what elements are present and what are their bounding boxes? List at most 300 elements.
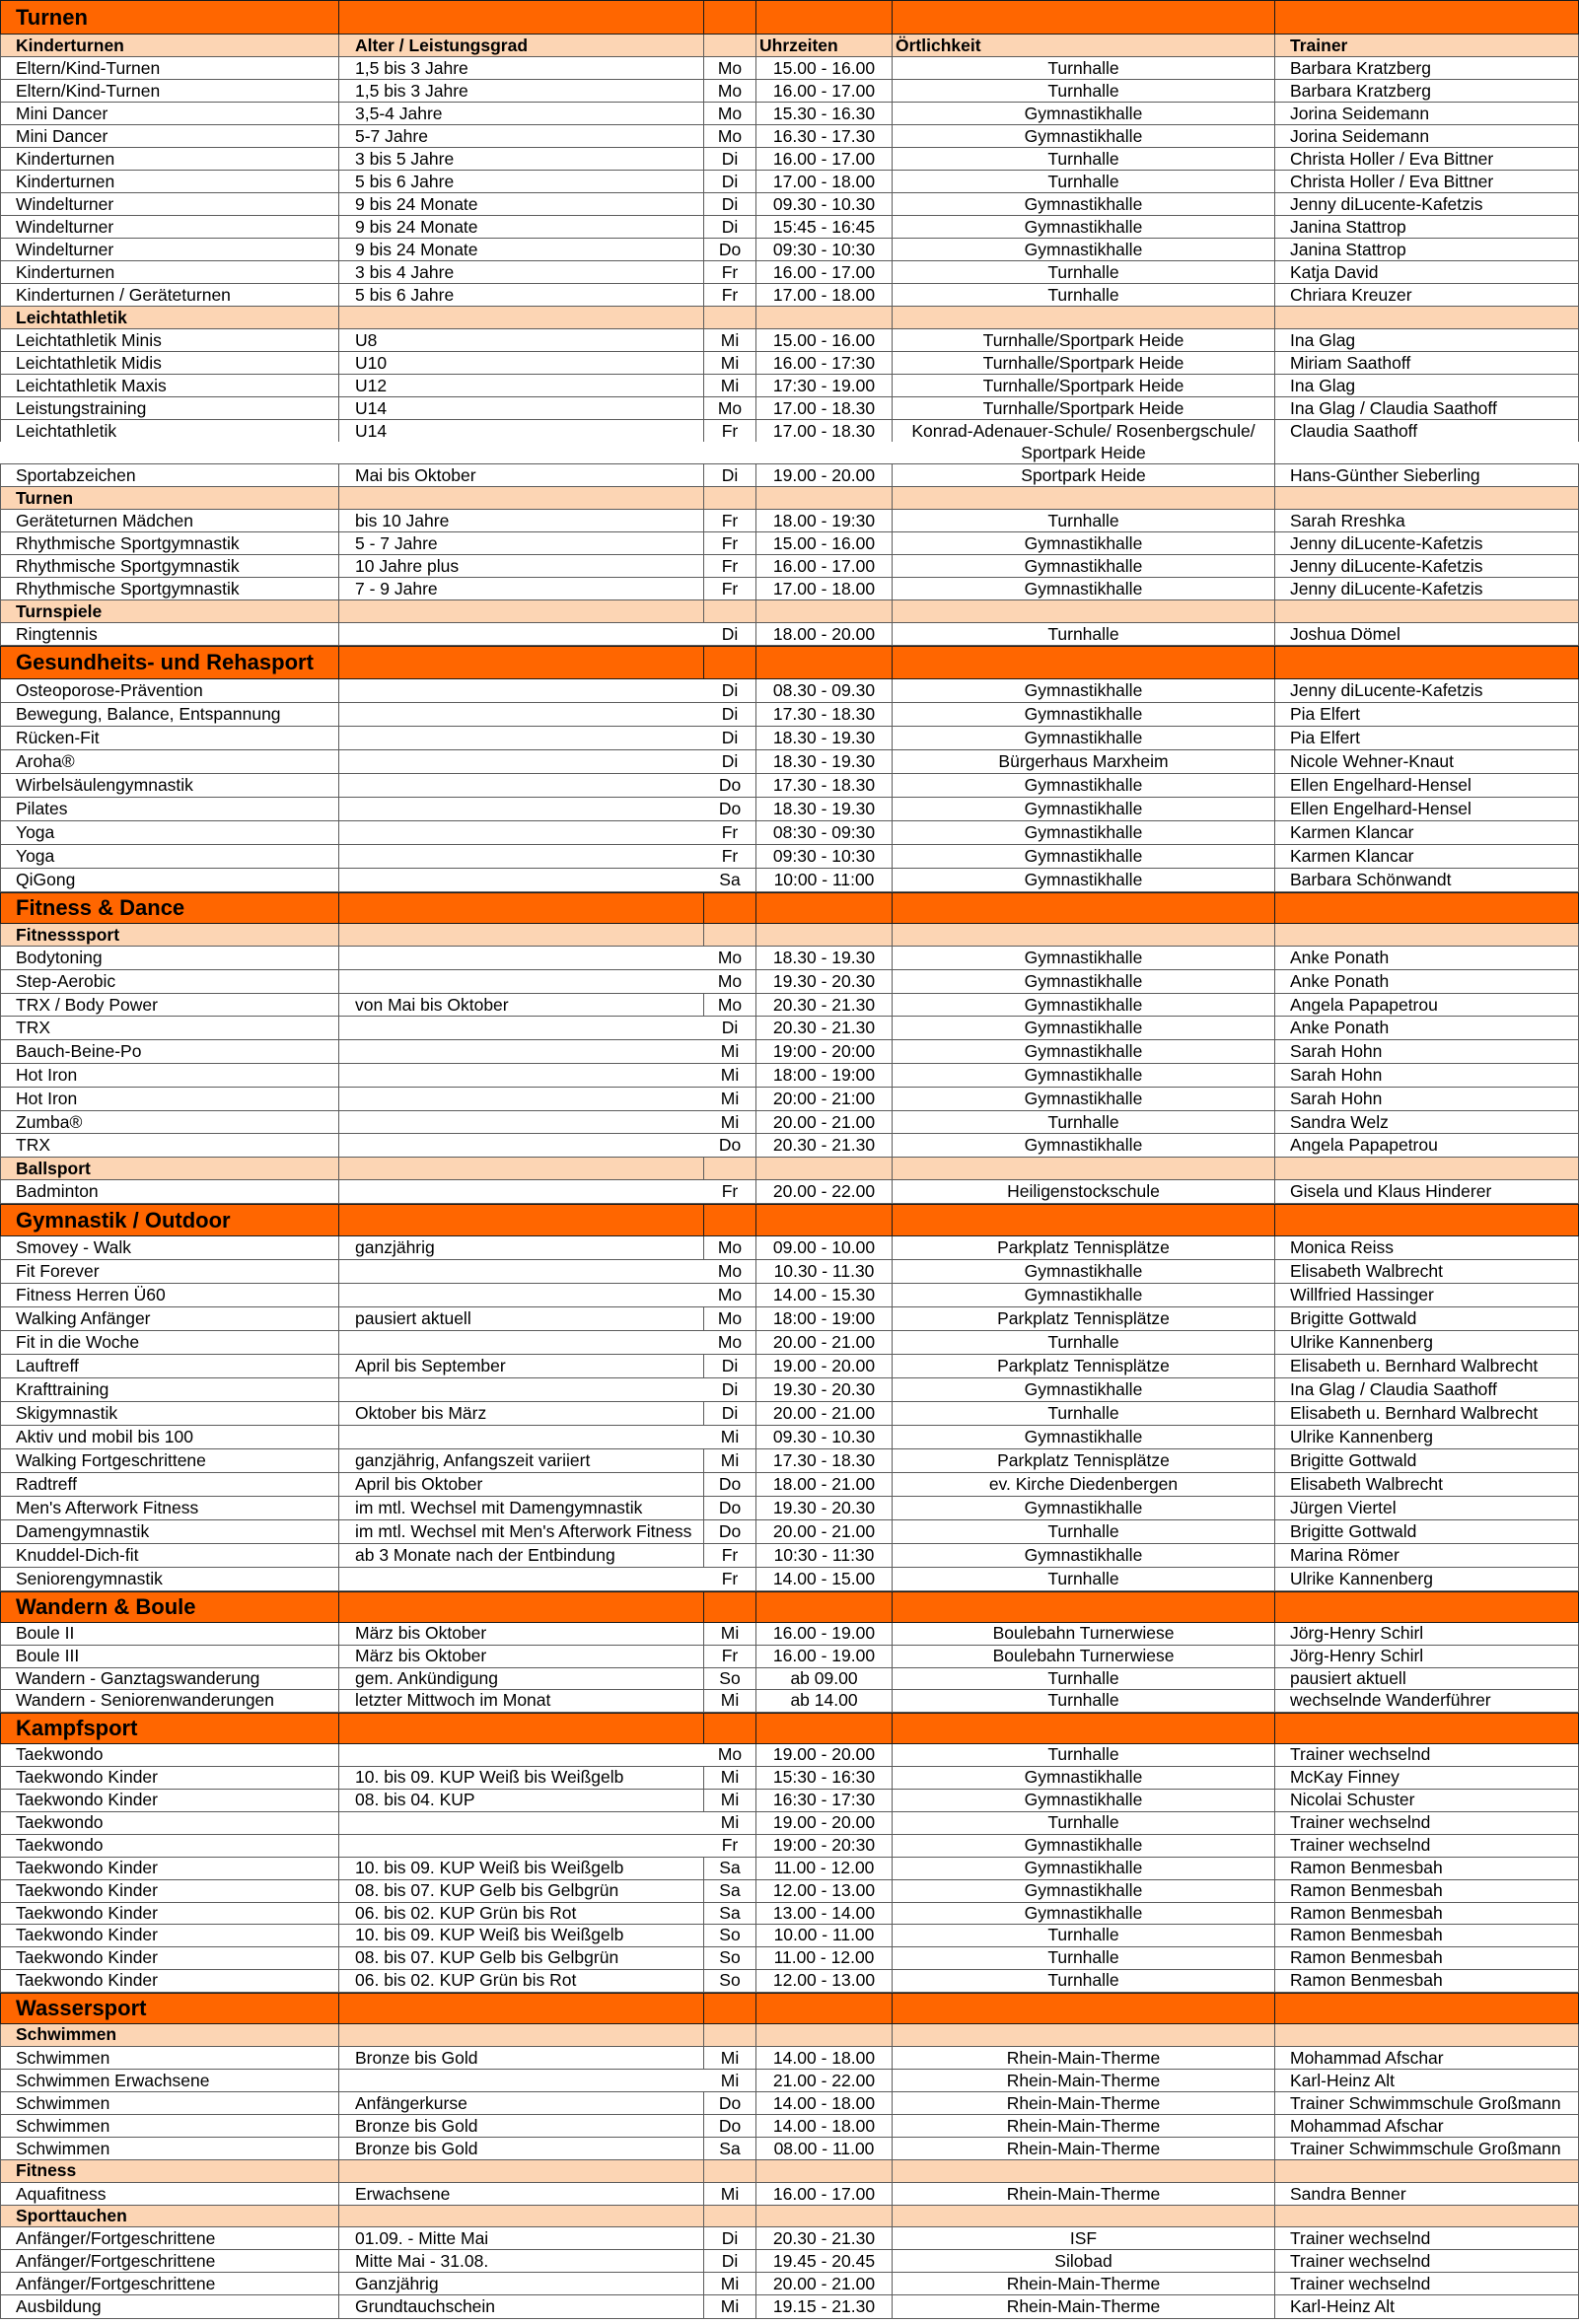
schedule-row xyxy=(0,2250,1579,2273)
group-header-cell xyxy=(704,600,756,622)
age-cell: pausiert aktuell xyxy=(339,1307,704,1330)
time-cell: 14.00 - 18.00 xyxy=(756,2115,893,2137)
trainer-cell: Jenny diLucente-Kafetzis xyxy=(1275,679,1579,702)
group-header-cell xyxy=(339,924,704,946)
trainer-cell: Karmen Klancar xyxy=(1275,821,1579,844)
age-cell: 9 bis 24 Monate xyxy=(339,193,704,215)
day-cell: Do xyxy=(704,1473,756,1496)
trainer-cell: Pia Elfert xyxy=(1275,703,1579,726)
schedule-row xyxy=(0,1497,1579,1520)
trainer-cell: Trainer Schwimmschule Großmann xyxy=(1275,2092,1579,2114)
activity-cell: Anfänger/Fortgeschrittene xyxy=(0,2227,339,2249)
location-cell: Gymnastikhalle xyxy=(893,1497,1275,1519)
activity-cell: Geräteturnen Mädchen xyxy=(0,510,339,531)
activity-cell: QiGong xyxy=(0,869,339,891)
schedule-row xyxy=(0,2047,1579,2070)
location-cell: Turnhalle xyxy=(893,171,1275,192)
trainer-cell: Brigitte Gottwald xyxy=(1275,1520,1579,1543)
day-cell: Mi xyxy=(704,2183,756,2205)
time-cell: 20.00 - 21.00 xyxy=(756,1402,893,1425)
section-header-cell xyxy=(339,893,704,923)
activity-cell: Yoga xyxy=(0,845,339,868)
group-header-cell xyxy=(756,1158,893,1179)
day-cell: Fr xyxy=(704,420,756,442)
section-header-cell xyxy=(704,1,756,34)
group-header-cell xyxy=(339,2206,704,2227)
group-header-cell xyxy=(339,2160,704,2182)
time-cell: 14.00 - 18.00 xyxy=(756,2092,893,2114)
day-cell: Mo xyxy=(704,1744,756,1766)
day-cell: Fr xyxy=(704,845,756,868)
day-cell: Di xyxy=(704,679,756,702)
time-cell: 17.00 - 18.00 xyxy=(756,284,893,306)
trainer-cell: Elisabeth Walbrecht xyxy=(1275,1473,1579,1496)
location-cell: Gymnastikhalle xyxy=(893,1064,1275,1087)
day-cell: Mi xyxy=(704,2047,756,2069)
section-header xyxy=(0,0,1579,35)
section-header-cell xyxy=(893,893,1275,923)
trainer-cell: Miriam Saathoff xyxy=(1275,352,1579,374)
location-cell: ev. Kirche Diedenbergen xyxy=(893,1473,1275,1496)
day-cell: Fr xyxy=(704,1646,756,1667)
time-cell: 20.30 - 21.30 xyxy=(756,1134,893,1157)
location-cell: Turnhalle xyxy=(893,1690,1275,1712)
age-cell: 01.09. - Mitte Mai xyxy=(339,2227,704,2249)
section-header-cell xyxy=(756,647,893,678)
activity-cell: TRX xyxy=(0,1134,339,1157)
activity-cell: Schwimmen xyxy=(0,2138,339,2159)
schedule-row xyxy=(0,1767,1579,1790)
time-cell: 17:30 - 19.00 xyxy=(756,375,893,396)
trainer-cell: Elisabeth u. Bernhard Walbrecht xyxy=(1275,1355,1579,1377)
schedule-row xyxy=(0,1668,1579,1691)
group-header-cell xyxy=(1275,2160,1579,2182)
age-cell: von Mai bis Oktober xyxy=(339,994,704,1017)
age-cell: ab 3 Monate nach der Entbindung xyxy=(339,1544,704,1567)
schedule-row xyxy=(0,1970,1579,1993)
section-wandern-boule xyxy=(0,1591,1579,1713)
activity-cell: Taekwondo Kinder xyxy=(0,1880,339,1902)
location-cell: Rhein-Main-Therme xyxy=(893,2138,1275,2159)
time-cell: 20:00 - 21:00 xyxy=(756,1088,893,1110)
section-header-cell xyxy=(339,1,704,34)
day-cell: Di xyxy=(704,464,756,486)
section-header xyxy=(0,892,1579,924)
age-cell: Bronze bis Gold xyxy=(339,2115,704,2137)
schedule-row xyxy=(0,1520,1579,1544)
day-cell: Di xyxy=(704,750,756,773)
trainer-cell: Joshua Dömel xyxy=(1275,623,1579,645)
day-cell: Fr xyxy=(704,1835,756,1857)
schedule-row xyxy=(0,1134,1579,1158)
trainer-cell: Sandra Benner xyxy=(1275,2183,1579,2205)
section-header-cell xyxy=(893,1994,1275,2023)
schedule-row xyxy=(0,1088,1579,1111)
day-cell: Fr xyxy=(704,578,756,599)
section-header xyxy=(0,1591,1579,1623)
location-cell: Rhein-Main-Therme xyxy=(893,2183,1275,2205)
column-header-trainer: Trainer xyxy=(1275,35,1579,56)
schedule-row xyxy=(0,1426,1579,1449)
schedule-row xyxy=(0,1947,1579,1970)
activity-cell: Windelturner xyxy=(0,216,339,238)
age-cell: Oktober bis März xyxy=(339,1402,704,1425)
section-title: Wandern & Boule xyxy=(0,1592,339,1622)
group-header-cell xyxy=(704,2024,756,2046)
time-cell: 20.30 - 21.30 xyxy=(756,1017,893,1039)
time-cell: 15.00 - 16.00 xyxy=(756,57,893,79)
trainer-cell: Nicole Wehner-Knaut xyxy=(1275,750,1579,773)
age-cell: bis 10 Jahre xyxy=(339,510,704,531)
schedule-row xyxy=(0,1646,1579,1668)
trainer-cell: Chriara Kreuzer xyxy=(1275,284,1579,306)
time-cell: 20.00 - 21.00 xyxy=(756,1520,893,1543)
location-cell: Rhein-Main-Therme xyxy=(893,2092,1275,2114)
schedule-row xyxy=(0,1064,1579,1088)
group-header-cell xyxy=(1275,487,1579,509)
section-kampfsport xyxy=(0,1713,1579,1993)
location-cell: Gymnastikhalle xyxy=(893,1017,1275,1039)
time-cell: 16.00 - 17.00 xyxy=(756,148,893,170)
section-title: Kampfsport xyxy=(0,1714,339,1743)
age-cell: 3,5-4 Jahre xyxy=(339,103,704,124)
location-cell: Gymnastikhalle xyxy=(893,216,1275,238)
location-cell: Rhein-Main-Therme xyxy=(893,2047,1275,2069)
activity-cell: Kinderturnen xyxy=(0,171,339,192)
trainer-cell: Jenny diLucente-Kafetzis xyxy=(1275,578,1579,599)
trainer-cell: Karl-Heinz Alt xyxy=(1275,2070,1579,2091)
day-cell: Fr xyxy=(704,510,756,531)
activity-cell: Windelturner xyxy=(0,193,339,215)
location-cell: Gymnastikhalle xyxy=(893,239,1275,260)
schedule-row xyxy=(0,727,1579,750)
schedule-row xyxy=(0,703,1579,727)
section-fitness-dance xyxy=(0,892,1579,1204)
group-title: Fitness xyxy=(0,2160,339,2182)
group-header-cell xyxy=(339,1158,704,1179)
schedule-row xyxy=(0,1378,1579,1402)
time-cell: 09.30 - 10.30 xyxy=(756,1426,893,1448)
schedule-row xyxy=(0,329,1579,352)
group-header-cell xyxy=(704,2160,756,2182)
group-header-cell xyxy=(704,35,756,56)
group-header-cell xyxy=(1275,307,1579,328)
day-cell: Mi xyxy=(704,1111,756,1134)
time-cell: 17.30 - 18.30 xyxy=(756,1449,893,1472)
day-cell: Fr xyxy=(704,555,756,577)
group-header-cell xyxy=(339,600,704,622)
group-title: Ballsport xyxy=(0,1158,339,1179)
activity-cell: Taekwondo Kinder xyxy=(0,1858,339,1879)
trainer-cell: Mohammad Afschar xyxy=(1275,2047,1579,2069)
schedule-row xyxy=(0,2183,1579,2206)
activity-cell: Smovey - Walk xyxy=(0,1236,339,1259)
group-title: Turnen xyxy=(0,487,339,509)
time-cell: 19.00 - 20.00 xyxy=(756,1744,893,1766)
activity-cell: Boule III xyxy=(0,1646,339,1667)
activity-cell: Schwimmen xyxy=(0,2092,339,2114)
time-cell: 18.30 - 19.30 xyxy=(756,947,893,969)
day-cell: Mo xyxy=(704,1236,756,1259)
time-cell: 10.00 - 11.00 xyxy=(756,1925,893,1946)
location-cell: Turnhalle/Sportpark Heide xyxy=(893,352,1275,374)
activity-cell: Fit Forever xyxy=(0,1260,339,1283)
time-cell: 16.00 - 17.00 xyxy=(756,555,893,577)
section-header-cell xyxy=(1275,1205,1579,1235)
day-cell: Di xyxy=(704,216,756,238)
trainer-cell: Angela Papapetrou xyxy=(1275,1134,1579,1157)
section-header-cell xyxy=(893,1205,1275,1235)
section-header-cell xyxy=(1275,1592,1579,1622)
group-header-cell xyxy=(1275,2206,1579,2227)
trainer-cell: Janina Stattrop xyxy=(1275,216,1579,238)
location-cell: Gymnastikhalle xyxy=(893,970,1275,993)
schedule-row xyxy=(0,352,1579,375)
day-cell: Mo xyxy=(704,947,756,969)
time-cell: 19.30 - 20.30 xyxy=(756,970,893,993)
location-cell: Silobad xyxy=(893,2250,1275,2272)
age-cell: 1,5 bis 3 Jahre xyxy=(339,80,704,102)
group-header xyxy=(0,487,1579,510)
location-cell: Heiligenstockschule xyxy=(893,1180,1275,1203)
age-cell: 10. bis 09. KUP Weiß bis Weißgelb xyxy=(339,1767,704,1789)
time-cell: 21.00 - 22.00 xyxy=(756,2070,893,2091)
trainer-cell: Ina Glag xyxy=(1275,375,1579,396)
schedule-row xyxy=(0,510,1579,532)
group-header-cell xyxy=(704,307,756,328)
trainer-cell: Trainer wechselnd xyxy=(1275,2250,1579,2272)
group-title: Schwimmen xyxy=(0,2024,339,2046)
trainer-cell: Marina Römer xyxy=(1275,1544,1579,1567)
day-cell: Fr xyxy=(704,1544,756,1567)
trainer-cell: Ramon Benmesbah xyxy=(1275,1880,1579,1902)
activity-cell: Walking Anfänger xyxy=(0,1307,339,1330)
location-cell: Rhein-Main-Therme xyxy=(893,2273,1275,2294)
section-header-cell xyxy=(756,1,893,34)
activity-cell: Boule II xyxy=(0,1623,339,1645)
age-cell: 9 bis 24 Monate xyxy=(339,239,704,260)
day-cell: Sa xyxy=(704,1903,756,1925)
time-cell: 14.00 - 15.00 xyxy=(756,1568,893,1590)
day-cell: So xyxy=(704,1925,756,1946)
time-cell: 11.00 - 12.00 xyxy=(756,1947,893,1969)
time-cell: 10:00 - 11:00 xyxy=(756,869,893,891)
time-cell: 19.00 - 20.00 xyxy=(756,464,893,486)
schedule-row xyxy=(0,1568,1579,1591)
activity-cell: Osteoporose-Prävention xyxy=(0,679,339,702)
section-gesundheits-und-rehasport xyxy=(0,646,1579,892)
activity-cell: Krafttraining xyxy=(0,1378,339,1401)
time-cell: 19.30 - 20.30 xyxy=(756,1378,893,1401)
location-cell: Turnhalle xyxy=(893,148,1275,170)
trainer-cell: Elisabeth Walbrecht xyxy=(1275,1260,1579,1283)
trainer-cell: Gisela und Klaus Hinderer xyxy=(1275,1180,1579,1203)
time-cell: 14.00 - 18.00 xyxy=(756,2047,893,2069)
activity-cell: Fitness Herren Ü60 xyxy=(0,1284,339,1306)
schedule-row xyxy=(0,555,1579,578)
age-cell: 08. bis 04. KUP xyxy=(339,1790,704,1811)
activity-cell: Knuddel-Dich-fit xyxy=(0,1544,339,1567)
trainer-cell: Christa Holler / Eva Bittner xyxy=(1275,171,1579,192)
location-cell: Turnhalle xyxy=(893,261,1275,283)
location-cell: Gymnastikhalle xyxy=(893,1790,1275,1811)
day-cell: Mi xyxy=(704,1040,756,1063)
location-cell: Gymnastikhalle xyxy=(893,1134,1275,1157)
location-cell: Turnhalle xyxy=(893,1668,1275,1690)
location-cell: Gymnastikhalle xyxy=(893,798,1275,820)
group-header xyxy=(0,924,1579,947)
age-cell: ganzjährig xyxy=(339,1236,704,1259)
location-cell: Gymnastikhalle xyxy=(893,1767,1275,1789)
location-cell: Gymnastikhalle xyxy=(893,1544,1275,1567)
location-cell: Turnhalle xyxy=(893,1111,1275,1134)
activity-cell: Walking Fortgeschrittene xyxy=(0,1449,339,1472)
day-cell: Do xyxy=(704,774,756,797)
trainer-cell: Jenny diLucente-Kafetzis xyxy=(1275,532,1579,554)
activity-cell: Leichtathletik Minis xyxy=(0,329,339,351)
location-cell: Gymnastikhalle xyxy=(893,1260,1275,1283)
section-header-cell xyxy=(339,1714,704,1743)
schedule-row xyxy=(0,1017,1579,1040)
location-cell: Parkplatz Tennisplätze xyxy=(893,1449,1275,1472)
trainer-cell: Ulrike Kannenberg xyxy=(1275,1568,1579,1590)
group-header-cell xyxy=(339,487,704,509)
time-cell: 09:30 - 10:30 xyxy=(756,845,893,868)
age-cell: Ganzjährig xyxy=(339,2273,704,2294)
location-cell: Gymnastikhalle xyxy=(893,1835,1275,1857)
day-cell: Fr xyxy=(704,821,756,844)
trainer-cell: Sarah Hohn xyxy=(1275,1040,1579,1063)
group-header-cell xyxy=(893,1158,1275,1179)
day-cell: Mo xyxy=(704,103,756,124)
trainer-cell: Trainer wechselnd xyxy=(1275,1812,1579,1834)
location-cell: Turnhalle xyxy=(893,1947,1275,1969)
activity-cell: TRX / Body Power xyxy=(0,994,339,1017)
age-cell: 1,5 bis 3 Jahre xyxy=(339,57,704,79)
time-cell: 18.00 - 20.00 xyxy=(756,623,893,645)
location-cell: Gymnastikhalle xyxy=(893,774,1275,797)
day-cell: Di xyxy=(704,148,756,170)
location-cell: Turnhalle/Sportpark Heide xyxy=(893,375,1275,396)
activity-cell: Yoga xyxy=(0,821,339,844)
group-header-cell xyxy=(1275,600,1579,622)
time-cell: 18.30 - 19.30 xyxy=(756,798,893,820)
section-title: Gymnastik / Outdoor xyxy=(0,1205,339,1235)
trainer-cell: Jorina Seidemann xyxy=(1275,125,1579,147)
age-cell: 5 bis 6 Jahre xyxy=(339,284,704,306)
section-header-cell xyxy=(704,893,756,923)
location-cell: Boulebahn Turnerwiese xyxy=(893,1623,1275,1645)
day-cell: Di xyxy=(704,193,756,215)
section-header-cell xyxy=(756,1205,893,1235)
schedule-row xyxy=(0,2115,1579,2138)
activity-cell: Hot Iron xyxy=(0,1088,339,1110)
group-title: Kinderturnen xyxy=(0,35,339,56)
section-title: Fitness & Dance xyxy=(0,893,339,923)
time-cell: 19.30 - 20.30 xyxy=(756,1497,893,1519)
activity-cell: Rhythmische Sportgymnastik xyxy=(0,578,339,599)
time-cell: 20.00 - 22.00 xyxy=(756,1180,893,1203)
location-cell: Gymnastikhalle xyxy=(893,555,1275,577)
location-cell: Turnhalle xyxy=(893,1402,1275,1425)
time-cell: 15.00 - 16.00 xyxy=(756,329,893,351)
age-cell: April bis Oktober xyxy=(339,1473,704,1496)
trainer-cell: Jorina Seidemann xyxy=(1275,103,1579,124)
group-header-cell xyxy=(893,924,1275,946)
time-cell: 18:00 - 19:00 xyxy=(756,1307,893,1330)
trainer-cell: Karmen Klancar xyxy=(1275,845,1579,868)
age-cell: Erwachsene xyxy=(339,2183,704,2205)
activity-cell: Leichtathletik xyxy=(0,420,339,442)
day-cell: Fr xyxy=(704,261,756,283)
section-header-cell xyxy=(339,1994,704,2023)
group-header xyxy=(0,2024,1579,2047)
group-header xyxy=(0,1158,1579,1180)
section-header-cell xyxy=(339,1205,704,1235)
time-cell: 19.15 - 21.30 xyxy=(756,2295,893,2317)
age-cell: Bronze bis Gold xyxy=(339,2047,704,2069)
age-cell: 06. bis 02. KUP Grün bis Rot xyxy=(339,1970,704,1992)
schedule-row xyxy=(0,821,1579,845)
trainer-cell: Willfried Hassinger xyxy=(1275,1284,1579,1306)
location-cell: Gymnastikhalle xyxy=(893,1040,1275,1063)
group-header-cell xyxy=(704,487,756,509)
section-header xyxy=(0,646,1579,679)
location-cell: Gymnastikhalle xyxy=(893,578,1275,599)
activity-cell: Bewegung, Balance, Entspannung xyxy=(0,703,339,726)
group-header-cell xyxy=(893,307,1275,328)
location-cell: Gymnastikhalle xyxy=(893,679,1275,702)
section-title: Turnen xyxy=(0,1,339,34)
section-header-cell xyxy=(704,1714,756,1743)
day-cell: Di xyxy=(704,1378,756,1401)
schedule-row xyxy=(0,1111,1579,1135)
location-cell: Gymnastikhalle xyxy=(893,947,1275,969)
group-header-cell xyxy=(756,2160,893,2182)
time-cell: 17.00 - 18.00 xyxy=(756,578,893,599)
activity-cell: Radtreff xyxy=(0,1473,339,1496)
activity-cell: Eltern/Kind-Turnen xyxy=(0,57,339,79)
time-cell: 16.00 - 17.00 xyxy=(756,80,893,102)
section-header-cell xyxy=(1275,893,1579,923)
day-cell: Di xyxy=(704,1017,756,1039)
activity-cell: Wirbelsäulengymnastik xyxy=(0,774,339,797)
group-header-cell xyxy=(1275,924,1579,946)
time-cell: 16.00 - 17:30 xyxy=(756,352,893,374)
schedule-row xyxy=(0,2070,1579,2092)
section-title: Wassersport xyxy=(0,1994,339,2023)
activity-cell: Schwimmen Erwachsene xyxy=(0,2070,339,2091)
time-cell: 18.30 - 19.30 xyxy=(756,727,893,749)
day-cell: Sa xyxy=(704,1858,756,1879)
trainer-cell: Ramon Benmesbah xyxy=(1275,1858,1579,1879)
time-cell: 17.30 - 18.30 xyxy=(756,703,893,726)
time-cell: 17.30 - 18.30 xyxy=(756,774,893,797)
age-cell: U10 xyxy=(339,352,704,374)
time-cell: 09.30 - 10.30 xyxy=(756,193,893,215)
location-cell: Rhein-Main-Therme xyxy=(893,2115,1275,2137)
location-cell: Gymnastikhalle xyxy=(893,1426,1275,1448)
day-cell: Mi xyxy=(704,1623,756,1645)
age-cell: Mai bis Oktober xyxy=(339,464,704,486)
section-header-cell xyxy=(1275,647,1579,678)
location-cell: Bürgerhaus Marxheim xyxy=(893,750,1275,773)
trainer-cell: Ina Glag / Claudia Saathoff xyxy=(1275,1378,1579,1401)
group-header-cell xyxy=(704,2206,756,2227)
section-header-cell xyxy=(704,1592,756,1622)
time-cell: 19.45 - 20.45 xyxy=(756,2250,893,2272)
age-cell: ganzjährig, Anfangszeit variiert xyxy=(339,1449,704,1472)
